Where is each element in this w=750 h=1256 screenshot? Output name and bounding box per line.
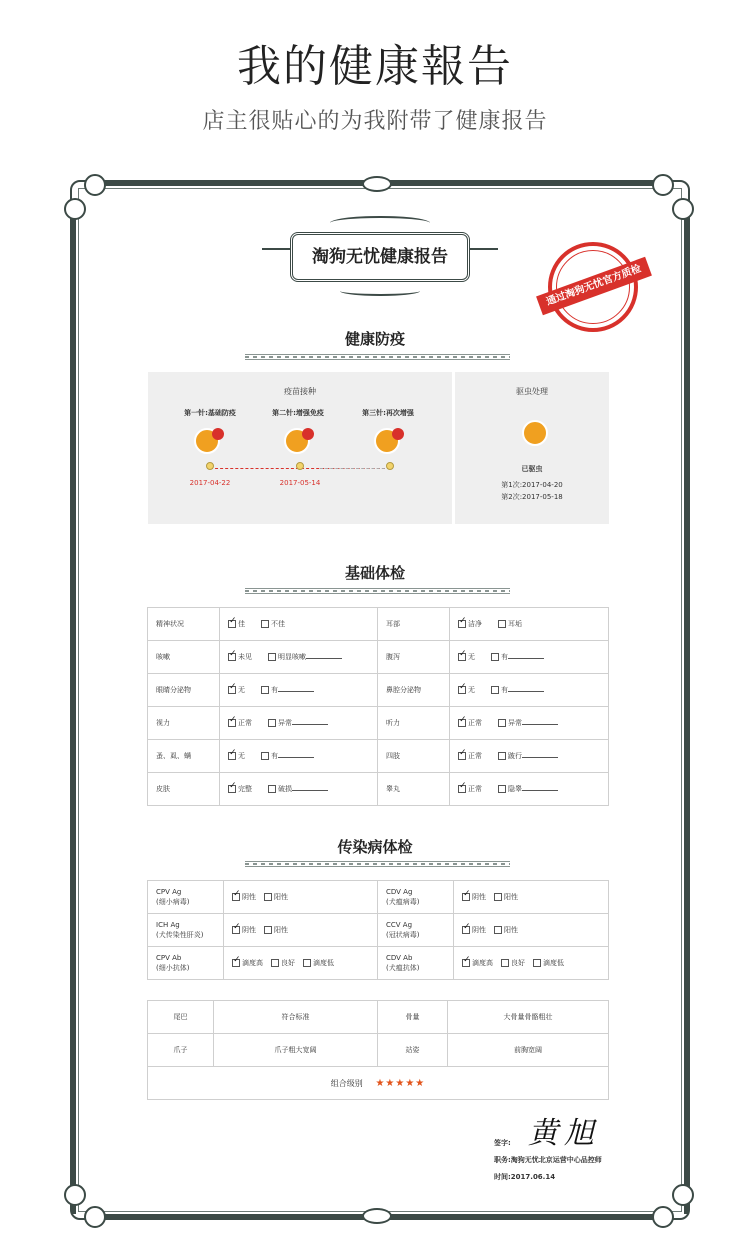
option-label: 有 [271, 686, 278, 694]
exam-item-label: 眼睛分泌物 [148, 674, 220, 707]
exam-item-label: 蚤、虱、螨 [148, 740, 220, 773]
unchecked-box-icon[interactable] [491, 686, 499, 694]
checked-box-icon[interactable] [462, 893, 470, 901]
exam-item-label: 四肢 [378, 740, 450, 773]
checked-box-icon[interactable] [232, 926, 240, 934]
option-label: 阳性 [504, 926, 518, 934]
exam-item-label: 听力 [378, 707, 450, 740]
option-label: 无 [238, 686, 245, 694]
checked-box-icon[interactable] [458, 620, 466, 628]
option-label: 正常 [238, 719, 252, 727]
table-row [148, 608, 609, 641]
test-description: (犬传染性肝炎) [156, 931, 204, 939]
option-label: 阳性 [504, 893, 518, 901]
trait-label: 尾巴 [148, 1001, 214, 1034]
deworm-first-date: 第1次:2017-04-20 [501, 481, 563, 489]
section-divider [245, 861, 510, 867]
grade-stars-icon: ★★★★★ [375, 1077, 426, 1089]
corner-ornament-icon [652, 1206, 674, 1228]
table-row [148, 1067, 609, 1100]
option-label: 正常 [468, 785, 482, 793]
unchecked-box-icon[interactable] [261, 752, 269, 760]
checked-box-icon[interactable] [228, 719, 236, 727]
test-code: CDV Ab [386, 954, 413, 962]
infectious-exam-table [147, 880, 609, 980]
checked-box-icon[interactable] [232, 959, 240, 967]
option-label: 佳 [238, 620, 245, 628]
vaccine-shot-label: 第一针:基础防疫 [184, 409, 236, 417]
option-label: 正常 [468, 752, 482, 760]
deworm-second-date: 第2次:2017-05-18 [501, 493, 563, 501]
option-label: 阴性 [242, 893, 256, 901]
test-name [148, 914, 224, 947]
vaccine-timeline-pending [320, 468, 390, 469]
unchecked-box-icon[interactable] [498, 620, 506, 628]
test-description: (细小抗体) [156, 964, 190, 972]
deworm-status: 已驱虫 [521, 465, 543, 473]
test-options [224, 947, 378, 980]
section-divider [245, 588, 510, 594]
option-label: 有 [271, 752, 278, 760]
test-code: CPV Ag [156, 888, 182, 896]
exam-options [220, 674, 378, 707]
body-traits-table [147, 1000, 609, 1100]
checked-box-icon[interactable] [462, 926, 470, 934]
unchecked-box-icon[interactable] [268, 785, 276, 793]
unchecked-box-icon[interactable] [261, 686, 269, 694]
test-name [148, 947, 224, 980]
unchecked-box-icon[interactable] [498, 719, 506, 727]
option-label: 未见 [238, 653, 252, 661]
unchecked-box-icon[interactable] [303, 959, 311, 967]
page-subtitle: 店主很贴心的为我附带了健康报告 [202, 109, 548, 134]
exam-item-label: 耳部 [378, 608, 450, 641]
exam-item-label: 咳嗽 [148, 641, 220, 674]
option-label: 正常 [468, 719, 482, 727]
unchecked-box-icon[interactable] [498, 752, 506, 760]
option-label: 滴度高 [472, 959, 493, 967]
exam-options [450, 674, 609, 707]
option-label: 不佳 [271, 620, 285, 628]
test-name [378, 947, 454, 980]
test-code: CPV Ab [156, 954, 182, 962]
unchecked-box-icon[interactable] [264, 926, 272, 934]
test-code: ICH Ag [156, 921, 180, 929]
vaccinated-pet-icon [284, 428, 310, 454]
section-title-basic-exam: 基础体检 [344, 564, 405, 582]
table-row [148, 914, 609, 947]
unchecked-box-icon[interactable] [494, 926, 502, 934]
checked-box-icon[interactable] [228, 620, 236, 628]
trait-label: 站姿 [378, 1034, 448, 1067]
checked-box-icon[interactable] [458, 653, 466, 661]
dewormed-pet-icon [522, 420, 548, 446]
checked-box-icon[interactable] [228, 752, 236, 760]
option-label: 滴度低 [543, 959, 564, 967]
checked-box-icon[interactable] [462, 959, 470, 967]
test-description: (细小病毒) [156, 898, 190, 906]
scroll-ornament-icon [362, 1208, 392, 1224]
option-label: 隐睾 [508, 785, 522, 793]
exam-options [220, 740, 378, 773]
corner-ornament-icon [64, 198, 86, 220]
test-description: (犬瘟抗体) [386, 964, 420, 972]
corner-ornament-icon [672, 198, 694, 220]
test-options [454, 947, 609, 980]
signature-name: 黄旭 [528, 1116, 600, 1151]
option-label: 耳垢 [508, 620, 522, 628]
exam-item-label: 睾丸 [378, 773, 450, 806]
badge-ornament-icon [340, 286, 420, 296]
option-label: 阴性 [242, 926, 256, 934]
option-label: 完整 [238, 785, 252, 793]
option-label: 无 [238, 752, 245, 760]
table-row [148, 1034, 609, 1067]
table-row [148, 947, 609, 980]
table-row [148, 881, 609, 914]
option-label: 阴性 [472, 893, 486, 901]
scroll-ornament-icon [362, 176, 392, 192]
deworm-title: 驱虫处理 [516, 387, 548, 396]
trait-value: 大骨量骨骼粗壮 [448, 1001, 609, 1034]
vaccine-title: 疫苗接种 [284, 387, 316, 396]
option-label: 有 [501, 653, 508, 661]
option-label: 良好 [511, 959, 525, 967]
test-description: (冠状病毒) [386, 931, 420, 939]
table-row [148, 740, 609, 773]
exam-options [450, 707, 609, 740]
test-code: CCV Ag [386, 921, 413, 929]
corner-ornament-icon [84, 174, 106, 196]
trait-value: 前胸宽阔 [448, 1034, 609, 1067]
grade-cell [148, 1067, 609, 1100]
option-label: 无 [468, 653, 475, 661]
frame-right-bar [684, 214, 688, 1214]
unchecked-box-icon[interactable] [268, 653, 276, 661]
checked-box-icon[interactable] [458, 686, 466, 694]
corner-ornament-icon [652, 174, 674, 196]
corner-ornament-icon [672, 1184, 694, 1206]
test-options [224, 881, 378, 914]
test-name [378, 881, 454, 914]
option-label: 阴性 [472, 926, 486, 934]
option-label: 阳性 [274, 926, 288, 934]
report-badge: 淘狗无忧健康报告 [290, 232, 470, 282]
quality-stamp-text: 通过淘狗无忧官方质检 [536, 257, 652, 315]
exam-item-label: 皮肤 [148, 773, 220, 806]
test-options [454, 914, 609, 947]
page-title: 我的健康報告 [237, 41, 513, 92]
test-code: CDV Ag [386, 888, 413, 896]
option-label: 异常 [278, 719, 292, 727]
signer-position: 职务:淘狗无忧北京运营中心品控师 [494, 1156, 602, 1164]
checked-box-icon[interactable] [458, 785, 466, 793]
vaccinated-pet-icon [374, 428, 400, 454]
table-row [148, 773, 609, 806]
unchecked-box-icon[interactable] [268, 719, 276, 727]
test-name [148, 881, 224, 914]
trait-label: 骨量 [378, 1001, 448, 1034]
option-label: 阳性 [274, 893, 288, 901]
table-row [148, 1001, 609, 1034]
unchecked-box-icon[interactable] [491, 653, 499, 661]
frame-left-bar [72, 214, 76, 1214]
exam-options [220, 773, 378, 806]
unchecked-box-icon[interactable] [261, 620, 269, 628]
checked-box-icon[interactable] [228, 686, 236, 694]
checked-box-icon[interactable] [458, 719, 466, 727]
option-label: 无 [468, 686, 475, 694]
corner-ornament-icon [64, 1184, 86, 1206]
test-description: (犬瘟病毒) [386, 898, 420, 906]
timeline-dot-icon [386, 462, 394, 470]
test-name [378, 914, 454, 947]
option-label: 跛行 [508, 752, 522, 760]
signature-time: 时间:2017.06.14 [494, 1173, 556, 1181]
unchecked-box-icon[interactable] [501, 959, 509, 967]
checked-box-icon[interactable] [232, 893, 240, 901]
option-label: 良好 [281, 959, 295, 967]
basic-exam-table [147, 607, 609, 806]
vaccine-shot-label: 第三针:再次增强 [362, 409, 414, 417]
option-label: 有 [501, 686, 508, 694]
exam-options [220, 707, 378, 740]
trait-value: 爪子粗大宽阔 [214, 1034, 378, 1067]
vaccinated-pet-icon [194, 428, 220, 454]
trait-label: 爪子 [148, 1034, 214, 1067]
unchecked-box-icon[interactable] [264, 893, 272, 901]
signature-label: 签字: [494, 1139, 511, 1147]
exam-options [220, 641, 378, 674]
vaccine-shot-date: 2017-05-14 [279, 479, 321, 487]
option-label: 滴度高 [242, 959, 263, 967]
exam-item-label: 精神状况 [148, 608, 220, 641]
badge-ornament-icon [330, 216, 430, 230]
section-title-epidemic: 健康防疫 [344, 330, 405, 348]
test-options [224, 914, 378, 947]
option-label: 明显咳嗽 [278, 653, 306, 661]
exam-item-label: 腹泻 [378, 641, 450, 674]
exam-options [450, 740, 609, 773]
checked-box-icon[interactable] [458, 752, 466, 760]
unchecked-box-icon[interactable] [494, 893, 502, 901]
section-divider [245, 354, 510, 360]
vaccine-shot-label: 第二针:增强免疫 [272, 409, 324, 417]
exam-item-label: 视力 [148, 707, 220, 740]
checked-box-icon[interactable] [228, 653, 236, 661]
trait-value: 符合标准 [214, 1001, 378, 1034]
table-row [148, 707, 609, 740]
exam-options [450, 773, 609, 806]
table-row [148, 674, 609, 707]
vaccine-shot-date: 2017-04-22 [189, 479, 231, 487]
exam-options [220, 608, 378, 641]
option-label: 洁净 [468, 620, 482, 628]
table-row [148, 641, 609, 674]
test-options [454, 881, 609, 914]
option-label: 异常 [508, 719, 522, 727]
timeline-dot-icon [296, 462, 304, 470]
exam-options [450, 641, 609, 674]
exam-item-label: 鼻腔分泌物 [378, 674, 450, 707]
section-title-infectious-exam: 传染病体检 [337, 838, 413, 856]
unchecked-box-icon[interactable] [533, 959, 541, 967]
checked-box-icon[interactable] [228, 785, 236, 793]
grade-label: 组合级别 [330, 1078, 363, 1088]
timeline-dot-icon [206, 462, 214, 470]
unchecked-box-icon[interactable] [271, 959, 279, 967]
option-label: 破损 [278, 785, 292, 793]
corner-ornament-icon [84, 1206, 106, 1228]
unchecked-box-icon[interactable] [498, 785, 506, 793]
option-label: 滴度低 [313, 959, 334, 967]
exam-options [450, 608, 609, 641]
